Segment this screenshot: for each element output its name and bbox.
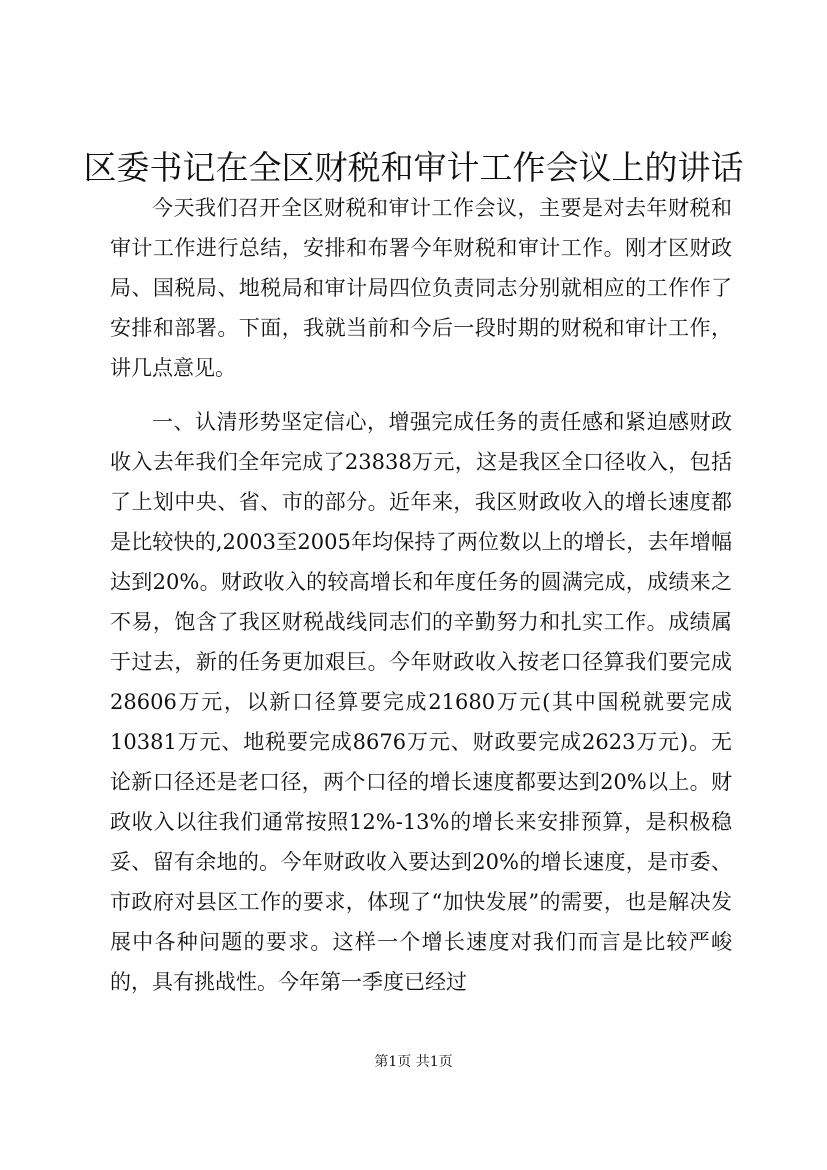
- paragraph-block-1: [110, 188, 732, 388]
- document-title: 区委书记在全区财税和审计工作会议上的讲话: [83, 148, 744, 187]
- paragraph-1: 今天我们召开全区财税和审计工作会议，主要是对去年财税和审计工作进行总结，安排和布署今年财税和审计工作。刚才区财政局、国税局、地税局和审计局四位负责同志分别就相应的工作作了安排和部署。下面，我就当前和今后一段时期的财税和审计工作，讲几点意见。: [110, 196, 732, 380]
- paragraph-2: 一、认清形势坚定信心，增强完成任务的责任感和紧迫感财政收入去年我们全年完成了23838万元，这是我区全口径收入，包括了上划中央、省、市的部分。近年来，我区财政收入的增长速度都是比较快的,2003至2005年均保持了两位数以上的增长，去年增幅达到20%。财政收入的较高增长和年度任务的圆满完成，成绩来之不易，饱含了我区财税战线同志们的辛勤努力和扎实工作。成绩属于过去，新的任务更加艰巨。今年财政收入按老口径算我们要完成28606万元，以新口径算要完成21680万元(其中国税就要完成10381万元、地税要完成8676万元、财政要完成2623万元)。无论新口径还是老口径，两个口径的增长速度都要达到20%以上。财政收入以往我们通常按照12%-13%的增长来安排预算，是积极稳妥、留有余地的。今年财政收入要达到20%的增长速度，是市委、市政府对县区工作的要求，体现了“加快发展”的需要，也是解决发展中各种问题的要求。这样一个增长速度对我们而言是比较严峻的，具有挑战性。今年第一季度已经过: [110, 410, 732, 994]
- paragraph-block-2: [110, 402, 732, 1002]
- page-footer: 第1页 共1页: [374, 1054, 453, 1070]
